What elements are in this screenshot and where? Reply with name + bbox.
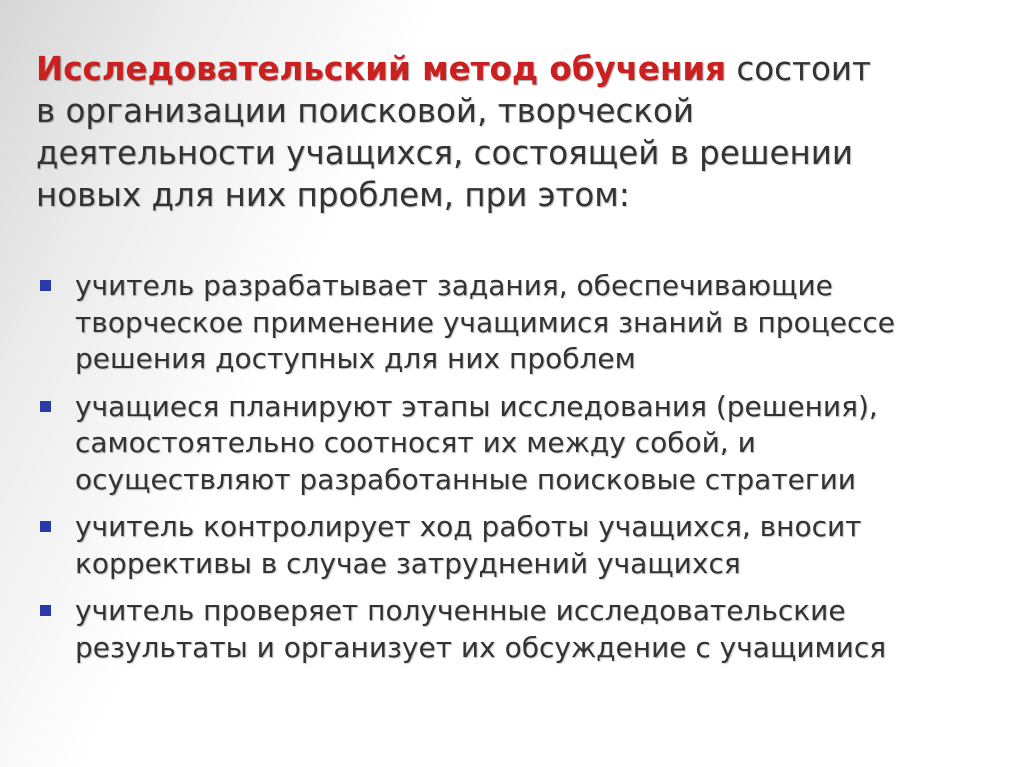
bullet-line: творческое применение учащимися знаний в процессе <box>75 305 896 339</box>
bullet-item-4 <box>0 593 1000 666</box>
intro-line-1 <box>36 48 996 90</box>
intro-line-2: в организации поисковой, творческой <box>36 92 695 130</box>
bullet-line: учитель проверяет полученные исследовательские <box>75 594 846 627</box>
bullet-item-2 <box>0 389 1000 499</box>
intro-line-1-rest: состоит <box>726 50 871 88</box>
bullet-line: учитель разрабатывает задания, обеспечивающие <box>75 269 833 302</box>
intro-line-3: деятельности учащихся, состоящей в решении <box>36 134 854 172</box>
bullet-line: осуществляют разработанные поисковые стратегии <box>75 462 856 496</box>
square-bullet-icon <box>40 280 51 291</box>
bullet-item-3 <box>0 509 1000 582</box>
bullet-line: результаты и организует их обсуждение с учащимися <box>75 630 887 664</box>
square-bullet-icon <box>40 605 51 616</box>
square-bullet-icon <box>40 401 51 412</box>
bullet-line: учащиеся планируют этапы исследования (решения), <box>75 389 878 423</box>
bullet-list <box>0 268 1000 677</box>
method-term: Исследовательский метод обучения <box>36 50 727 88</box>
bullet-line: самостоятельно соотносят их между собой, и <box>75 426 756 459</box>
bullet-line: учитель контролирует ход работы учащихся, вносит <box>75 510 862 543</box>
bullet-item-1 <box>0 268 1000 378</box>
square-bullet-icon <box>40 521 51 532</box>
intro-line-4: новых для них проблем, при этом: <box>36 176 630 214</box>
bullet-line: коррективы в случае затруднений учащихся <box>75 546 741 580</box>
bullet-line: решения доступных для них проблем <box>75 342 636 375</box>
intro-paragraph <box>36 48 996 216</box>
